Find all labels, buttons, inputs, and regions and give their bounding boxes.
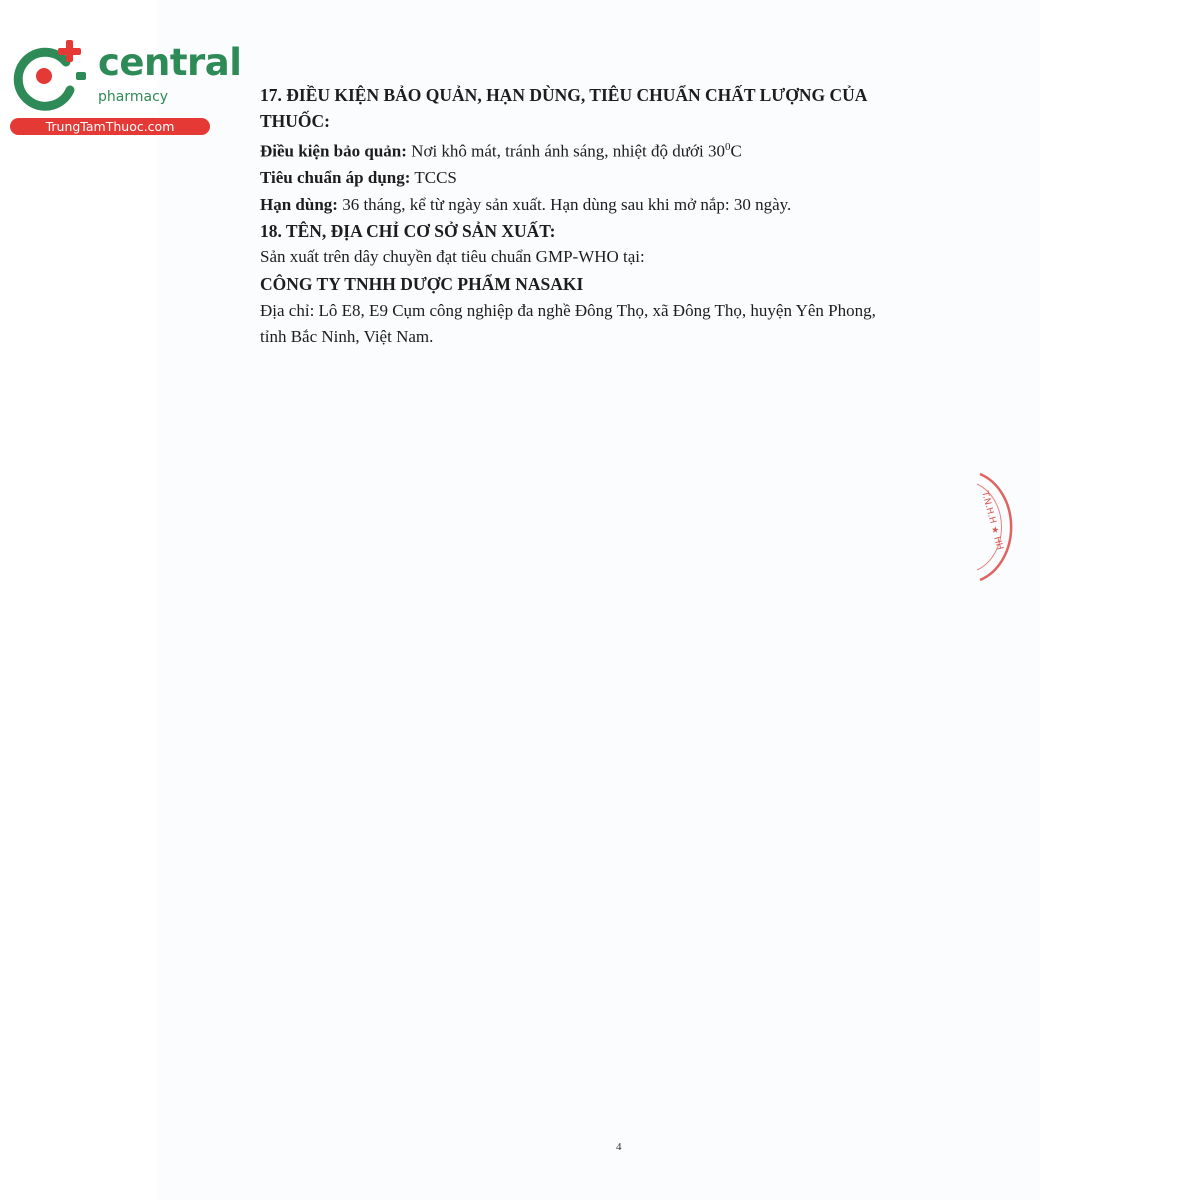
logo-url-badge[interactable]: TrungTamThuoc.com xyxy=(10,118,210,135)
company-stamp xyxy=(960,470,1020,585)
logo-subtitle: pharmacy xyxy=(98,89,169,105)
page-number: 4 xyxy=(616,1141,622,1153)
document-body xyxy=(260,82,960,351)
shelf-life-value: 36 tháng, kể từ ngày sản xuất. Hạn dùng sau khi mở nắp: 30 ngày. xyxy=(337,194,792,214)
central-pharmacy-logo xyxy=(10,38,242,138)
storage-value: Nơi khô mát, tránh ánh sáng, nhiệt độ dưới 30 xyxy=(406,141,725,161)
shelf-life xyxy=(260,192,960,219)
section-17-heading xyxy=(260,82,960,134)
company-name: CÔNG TY TNHH DƯỢC PHẨM NASAKI xyxy=(260,273,584,294)
pharmacy-cross-icon xyxy=(10,38,90,114)
standard-label: Tiêu chuẩn áp dụng: xyxy=(260,168,411,188)
section-18-heading: 18. TÊN, ĐỊA CHỈ CƠ SỞ SẢN XUẤT: xyxy=(260,221,556,242)
degree-superscript: 0 xyxy=(724,141,731,153)
standard-value: TCCS xyxy=(410,168,457,188)
stamp-text: T.N.H.H ★ HH xyxy=(979,490,1005,552)
address-line-1: Địa chỉ: Lô E8, E9 Cụm công nghiệp đa nghề Đông Thọ, xã Đông Thọ, huyện Yên Phong, xyxy=(260,300,876,320)
storage-label: Điều kiện bảo quản: xyxy=(260,141,407,161)
address-line-2: tỉnh Bắc Ninh, Việt Nam. xyxy=(260,327,434,347)
applied-standard xyxy=(260,165,960,192)
manufacture-intro: Sản xuất trên dây chuyền đạt tiêu chuẩn GMP-WHO tại: xyxy=(260,247,645,267)
logo-name: central xyxy=(98,41,242,84)
shelf-life-label: Hạn dùng: xyxy=(260,194,338,214)
section-17-heading-line1: 17. ĐIỀU KIỆN BẢO QUẢN, HẠN DÙNG, TIÊU CHUẨN CHẤT LƯỢNG CỦA xyxy=(260,85,868,105)
storage-conditions xyxy=(260,134,960,165)
storage-unit: C xyxy=(730,141,742,161)
section-17-heading-line2: THUỐC: xyxy=(260,111,330,131)
